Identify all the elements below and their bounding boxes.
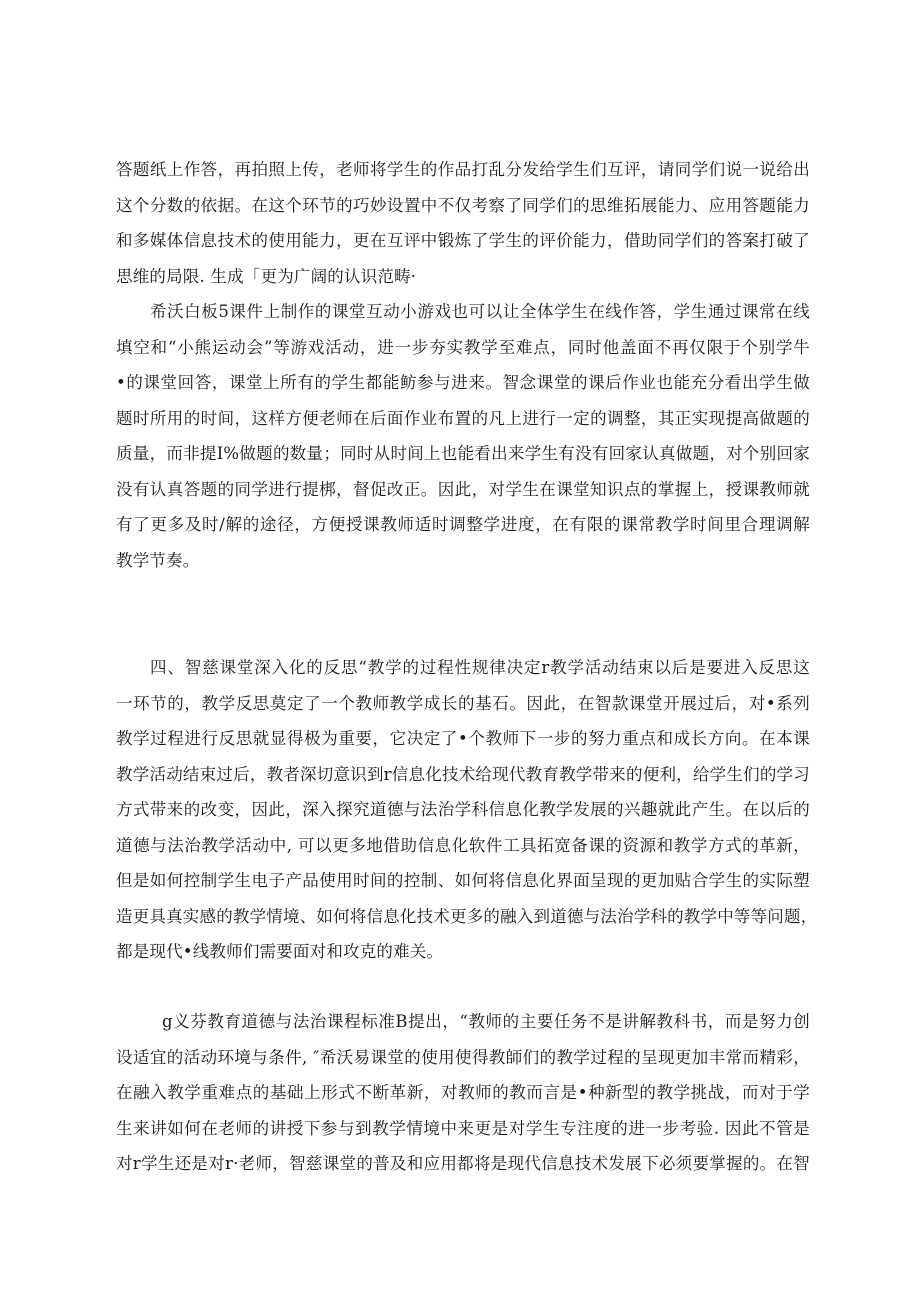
text-line: 在融入教学重难点的基础上形式不断革新，对教师的教而言是•种新型的教学挑战，而对于学 [116, 1083, 810, 1102]
text-line: 都是现代•线教师们需要面对和攻克的难关。 [116, 942, 444, 961]
text-line: 这个分数的依据。在这个环节的巧妙设置中不仅考察了同学们的思维拓展能力、应用答题能力 [116, 195, 810, 215]
paragraph-4 [116, 1004, 810, 1182]
text-line: 道德与法治教学活动中, 可以更多地借助信息化软件工具拓宽备课的资源和教学方式的革新， [116, 835, 810, 855]
text-line: 造更具真实感的教学情境、如何将信息化技术更多的融入到道德与法治学科的教学中等等问题， [116, 906, 818, 926]
text-line: 题时所用的时间，这样方便老师在后面作业布置的凡上进行一定的调整，其正实现提高做题的 [116, 408, 810, 428]
text-line: g义芬教育道德与法治课程标准B提出，“教师的主要任务不是讲解教科书，而是努力创 [162, 1012, 810, 1031]
text-line: •的课堂回答，课堂上所有的学生都能鲂参与进来。智念课堂的课后作业也能充分看出学生做 [116, 373, 810, 392]
text-line: 和多媒体信息技术的使用能力，更在互评中锻炼了学生的评价能力，借助同学们的答案打破了 [116, 231, 810, 250]
text-line: 希沃白板5课件上制作的课堂互动小游戏也可以让全体学生在线作答，学生通过课常在线 [150, 302, 810, 321]
text-line: 对r学生还是对r·老师，智慈课堂的普及和应用都将是现代信息技术发展下必须要掌握的。在智 [116, 1154, 810, 1173]
text-line: 但是如何控制学生电子产品使用时间的控制、如何将信息化界面呈现的更加贴合学生的实际塑 [116, 871, 810, 890]
text-line: 思维的局限. 生成「更为广阔的认识范畴· [116, 266, 417, 286]
text-line: 设适宜的活动环境与条件, ″希沃易课堂的使用使得教師们的教学过程的呈现更加丰常而精彩， [116, 1047, 810, 1067]
text-line: 教学过程进行反思就显得极为重要，它决定了•个教师下一步的努力重点和成长方向。在本课 [116, 729, 810, 748]
text-line: 质量，而非提I%做题的数量；同时从时间上也能看出来学生有没有回家认真做题，对个别回家 [116, 444, 810, 463]
paragraph-2 [116, 294, 810, 578]
text-line: 教学活动结束过后，教者深切意识到r信息化技术给现代教育教学带来的便利，给学生们的学习 [116, 764, 810, 784]
text-line: 四、智慈课堂深入化的反思“教学的过程性规律决定r教学活动结束以后是要进入反思这 [150, 658, 810, 677]
text-line: 教学节奏。 [116, 550, 200, 570]
text-line: 有了更多及时/解的途径，方便授课教师适时调整学进度，在有限的课常教学时间里合理调解 [116, 515, 810, 534]
text-line: 生来讲如何在老师的讲授下参与到教学情境中来更是对学生专注度的进一步考验. 因此不管是 [116, 1118, 810, 1138]
text-line: 答题纸上作答，再拍照上传，老师将学生的作品打乱分发给学生们互评，请同学们说一说给出 [116, 160, 810, 179]
text-line: 没有认真答题的同学进行提梆，督促改正。因此，对学生在课堂知识点的掌握上，授课教师就 [116, 479, 810, 499]
text-line: 填空和“小熊运动会”等游戏活动，进一步夯实教学至难点，同时他盖面不再仅限于个别学牛 [116, 337, 810, 357]
paragraph-3 [116, 650, 818, 970]
text-line: 方式带来的改变，因此，深入探究道德与法治学科信息化教学发展的兴趣就此产生。在以后的 [116, 800, 810, 819]
text-line: 一环节的，教学反思莫定了一个教师教学成长的基石。因此，在智款课堂开展过后，对•系列 [116, 693, 810, 713]
paragraph-1 [116, 152, 810, 294]
